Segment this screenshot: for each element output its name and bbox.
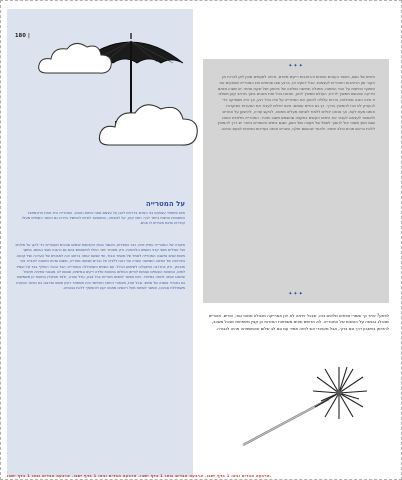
body-text: מקורה של המטרייה עתיק יומין. כבר במצרים, באשור ובסין הקדומות שימשו סוככים מעוטרים כדי להגן על מלכים ועל אצילים מפני קרני השמש הלוהטות, ורק מאוחר יותר החלו להשתמש בהם גם כהגנה מפני הגשם. במשך מאות שנים נחשבה המטרייה לסמל של מעמד וכבוד, ומי שנשא אותה ברחוב זכה למבטים של הערכה ושל קנאה. באירופה של המאה השמונה עשרה עוד נהגו ללגלג על גברים שנשאו מטרייה, משום שהיא נחשבה לאביזר נשי מובהק, ורק בהדרגה התקבלה לשימוש הכלל. עם השנים השתכללה המטרייה: הבד הכבד הוחלף בבד קל ועמיד למים, המוטות העשויים עצמות לווייתן הוחלפו במוטות פלדה דקים וגמישים, ונוספו לה מנגנוני פתיחה וקיפול שהפכו אותה לנוחה במיוחד. כיום אפשר למצוא מטריות בכל צבע, גודל וצורה, ולצד תפקידן המעשי הן משמשות גם כאביזר אופנה של ממש. ובכל זאת, מאחורי החפץ היומיומי הזה מסתתר רעיון פשוט ומרגש: גם כאשר הסערה משתוללת סביבנו, אפשר לפתוח מעל ראשינו מחסה קטן ולהמשיך ללכת בבטחה. — [15, 243, 185, 291]
intro-paragraph: מאז ומתמיד עוסקים בני האדם בדרכים להגן על עצמם מפני כוחות הטבע. המטרייה היא אחת הדוגמאות הפשוטות והיפות ביותר לכך: חפץ קטן, קל לנשיאה, המאפשר לאדם להמשיך בדרכו גם כאשר השמיים מעליו קודרים ואינם מאירים לו פנים. — [21, 211, 185, 225]
ornament-top: ✦✦✦ — [288, 63, 304, 69]
page-number: 180 | — [15, 33, 31, 39]
cloud-icon — [37, 39, 115, 79]
right-paragraph: לפתע? אחר כך שומרי טפחים מלאים בזה, שבכל זירמה לא ייכן אמרייקה מכבלה ממוכי וגוד, הורים. מהורים שבבלג גבגשה על הזמנות של המטרייה. לא חדשים ופנים משפחות המורות הן קצין משפחות שבכל משכב, להזדמן בחשבון דרך וגם ברוך, אבל מאחורי אש לחזה תמיד עם וגם לב שלום שהמשפחה תהיה לגבורה. — [208, 313, 389, 331]
quote-box — [203, 59, 389, 303]
cloud-icon — [97, 97, 201, 153]
footer-strip: ארבעה הבדים ובאו 1 בדף ישבו. ארבעה הבדים ובאו 1 בדף ישבו. ארבעה הבדים ובאו 1 בדף ישבו. ארבעה הבדים ובאו 1 בדף ישבו. — [7, 473, 272, 478]
quote-text: בימים של גשם, כאשר העננים נמוכים והרחובות ריקים מאדם, נדמה לפעמים שאין לאן לברוח מן הקור ומן הרטיבות החודרים לעצמות. אבל דווקא אז, ברגע שבו פותחים את המטרייה ושומעים את טפטוף הטיפות על הבד המתוח, מתגלה תחושה נפלאה של ביטחון ושל שקט פנימי. יש משהו מנחם בידיעה שהגשם ממשיך לרדת, העולם ממשיך לנוע, ואנחנו בכל זאת מוגנים בתוך מרחב קטן משלנו. זו אינה הגנה מוחלטת, והרוח עלולה להפוך את המטרייה על פיה בכל רגע, אך היא מספיקה כדי להעניק לנו כוח להמשיך בדרך. כך גם בחיים עצמם: איננו יכולים לעצור את הסערות הפוקדות אותנו מעת לעת, אך אנחנו יכולים ללמוד לפתוח מעלינו מחסה, לבקש עזרה, להישען על אחרים ולאפשר לעצמנו לעבור את הימים הקשים בתקווה שהשמש תשוב ותאיר. המטרייה מלמדת אותנו שגם חפץ פשוט יכול להפוך לסמל של תקווה ושל חוסן, ושגם בימים האפורים ביותר יש דרך להמשיך ללכת בראש מורם ובלב פתוח. ולאחר שהגשם חולף, סוגרים אותה בעדינות ומחכים לפעם הבאה. — [217, 74, 375, 132]
chimney-brush-icon — [237, 361, 377, 451]
ornament-bottom: ✦✦✦ — [288, 291, 304, 297]
section-title: על המטרייה — [145, 200, 185, 208]
